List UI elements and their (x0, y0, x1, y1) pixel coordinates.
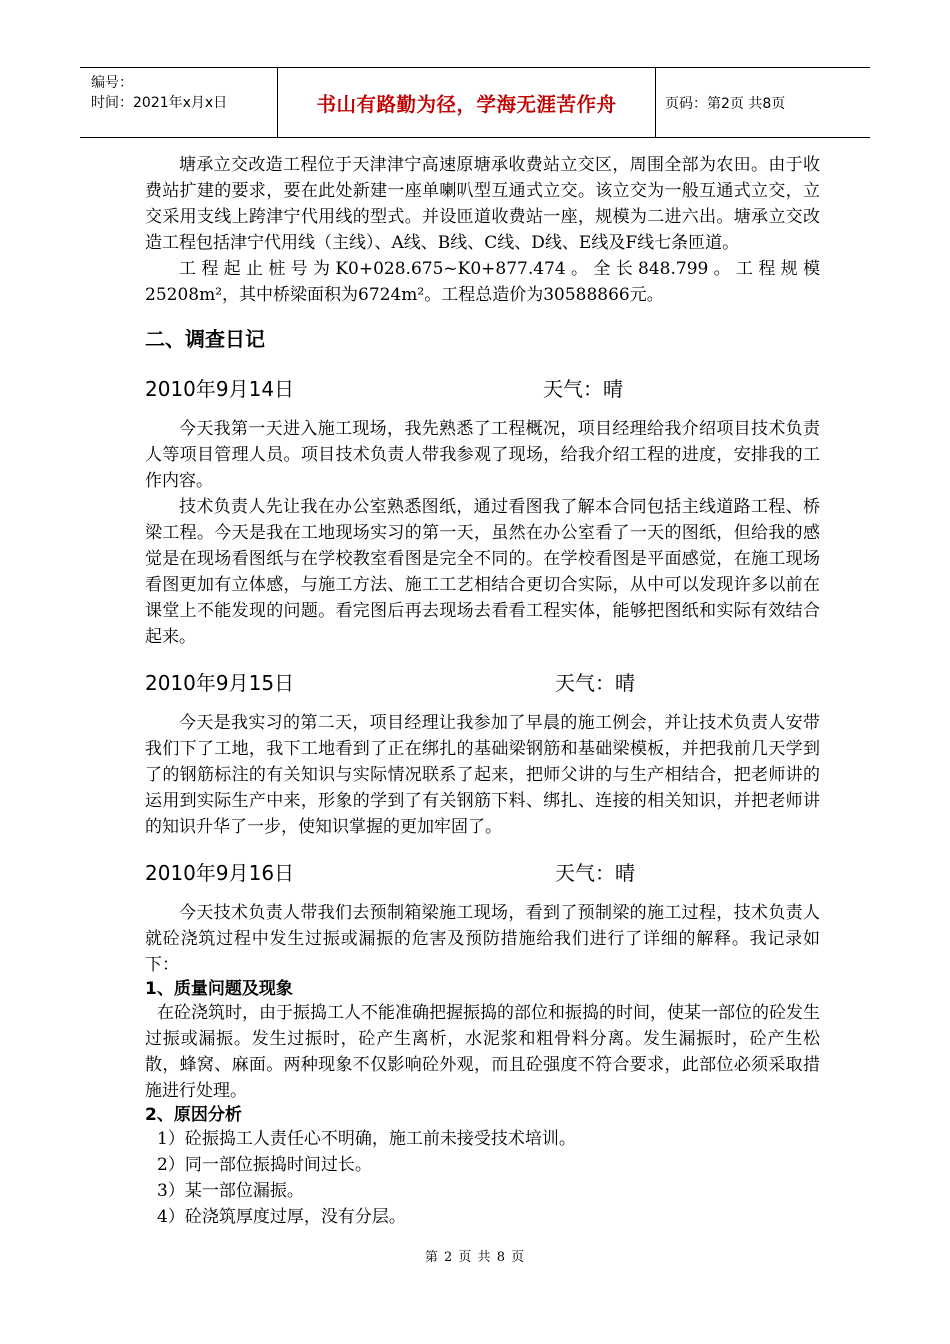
diary-entry-weather: 天气：晴 (543, 377, 623, 401)
section-title: 二、调查日记 (145, 327, 265, 351)
diary-entry-date: 2010年9月16日 (145, 861, 295, 885)
cause-item-2: 2）同一部位振捣时间过长。 (157, 1155, 372, 1175)
diary-entry-date: 2010年9月14日 (145, 377, 295, 401)
diary-entry-2-header (145, 668, 820, 698)
page-footer: 第 2 页 共 8 页 (424, 1250, 526, 1265)
document-body (145, 152, 820, 1230)
diary-entry-date: 2010年9月15日 (145, 671, 295, 695)
intro-paragraph-1: 塘承立交改造工程位于天津津宁高速原塘承收费站立交区，周围全部为农田。由于收费站扩建的要求，要在此处新建一座单喇叭型互通式立交。该立交为一般互通式立交，立交采用支线上跨津宁代用线的型式。并设匝道收费站一座，规模为二进六出。塘承立交改造工程包括津宁代用线（主线）、A线、B线、C线、D线、E线及F线七条匝道。 (145, 155, 820, 253)
document-number-label: 编号： (91, 75, 133, 91)
diary-entry-1-paragraph-2: 技术负责人先让我在办公室熟悉图纸，通过看图我了解本合同包括主线道路工程、桥梁工程。今天是我在工地现场实习的第一天，虽然在办公室看了一天的图纸，但给我的感觉是在现场看图纸与在学校教室看图是完全不同的。在学校看图是平面感觉，在施工现场看图更加有立体感，与施工方法、施工工艺相结合更切合实际，从中可以发现许多以前在课堂上不能发现的问题。看完图后再去现场去看看工程实体，能够把图纸和实际有效结合起来。 (145, 497, 820, 647)
document-time-label: 时间：2021年x月x日 (91, 95, 228, 111)
header-motto: 书山有路勤为径，学海无涯苦作舟 (278, 68, 656, 137)
diary-entry-weather: 天气：晴 (555, 671, 635, 695)
quality-issue-text: 在砼浇筑时，由于振捣工人不能准确把握振捣的部位和振捣的时间，使某一部位的砼发生过振或漏振。发生过振时，砼产生离析，水泥浆和粗骨料分离。发生漏振时，砼产生松散，蜂窝、麻面。两种现象不仅影响砼外观，而且砼强度不符合要求，此部位必须采取措施进行处理。 (145, 1003, 820, 1101)
diary-entry-weather: 天气：晴 (555, 861, 635, 885)
cause-item-1: 1）砼振捣工人责任心不明确，施工前未接受技术培训。 (157, 1129, 576, 1149)
diary-entry-3-paragraph-1: 今天技术负责人带我们去预制箱梁施工现场，看到了预制梁的施工过程，技术负责人就砼浇筑过程中发生过振或漏振的危害及预防措施给我们进行了详细的解释。我记录如下： (145, 903, 820, 975)
diary-entry-3-header (145, 858, 820, 888)
header-meta (80, 68, 278, 137)
cause-item-3: 3）某一部位漏振。 (157, 1181, 304, 1201)
diary-entry-2-paragraph-1: 今天是我实习的第二天，项目经理让我参加了早晨的施工例会，并让技术负责人安带我们下了工地，我下工地看到了正在绑扎的基础梁钢筋和基础梁模板，并把我前几天学到了的钢筋标注的有关知识与实际情况联系了起来，把师父讲的与生产相结合，把老师讲的运用到实际生产中来，形象的学到了有关钢筋下料、绑扎、连接的相关知识，并把老师讲的知识升华了一步，使知识掌握的更加牢固了。 (145, 713, 820, 837)
diary-entry-1-paragraph-1: 今天我第一天进入施工现场，我先熟悉了工程概况，项目经理给我介绍项目技术负责人等项目管理人员。项目技术负责人带我参观了现场，给我介绍工程的进度，安排我的工作内容。 (145, 419, 820, 491)
cause-analysis-heading: 2、原因分析 (145, 1105, 242, 1125)
header-page-info: 页码：第2页 共8页 (665, 95, 786, 112)
intro-paragraph-2: 工程起止桩号为K0+028.675~K0+877.474。全长848.799。工程规模25208m²，其中桥梁面积为6724m²。工程总造价为30588866元。 (145, 259, 820, 305)
quality-issue-heading: 1、质量问题及现象 (145, 979, 293, 999)
cause-item-4: 4）砼浇筑厚度过厚，没有分层。 (157, 1207, 406, 1227)
diary-entry-1-header (145, 374, 820, 404)
page-header (80, 67, 870, 138)
